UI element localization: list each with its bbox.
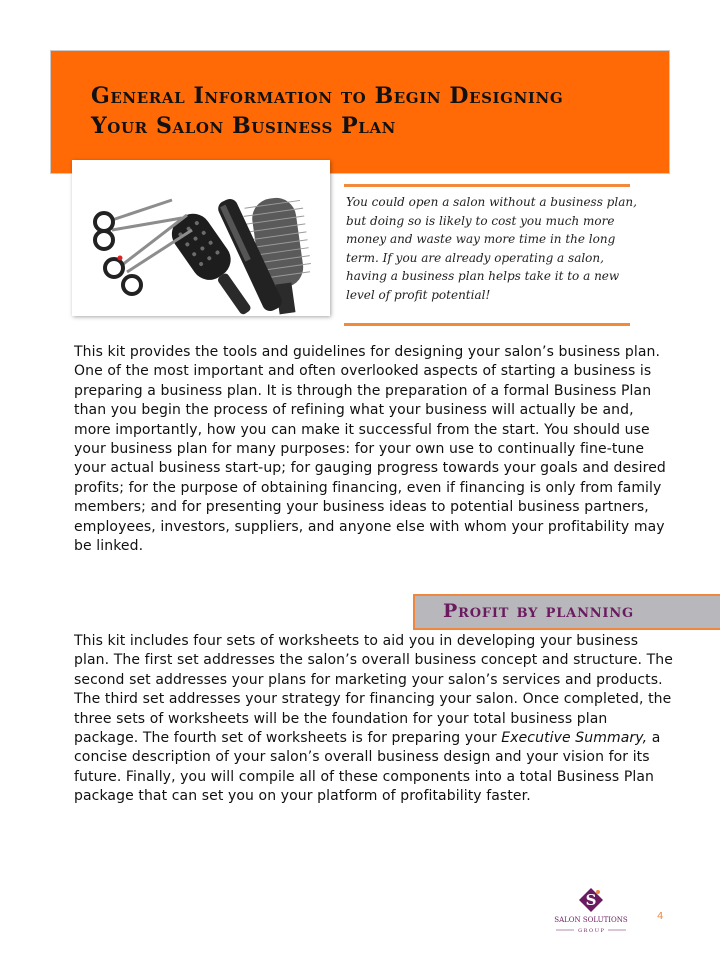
paragraph-worksheets-part-2: a concise description of your salon’s overall business design and your vision for its future. Finally, you will compile all of these components into a total Business Plan package that can set you on your platform of profitability faster. bbox=[74, 730, 661, 805]
paragraph-worksheets-part-1: This kit includes four sets of worksheets to aid you in developing your business plan. The first set addresses the salon’s overall business concept and structure. The second set addresses your plans for marketing your salon’s services and products. The third set addresses your strategy for financing your salon. Once completed, the three sets of worksheets will be the foundation for your total business plan package. The fourth set of worksheets is for preparing your bbox=[74, 633, 673, 747]
executive-summary-term: Executive Summary, bbox=[501, 730, 648, 747]
logo-name: SALON SOLUTIONS bbox=[554, 916, 628, 924]
intro-quote: You could open a salon without a business plan, but doing so is likely to cost you much more money and waste way more time in the long term. If you are already operating a salon, having a business plan helps take it to a new level of profit potential! bbox=[346, 195, 637, 302]
salon-tools-photo bbox=[72, 160, 330, 316]
profit-callout-label: Profit by planning bbox=[443, 600, 634, 622]
svg-text:S: S bbox=[585, 891, 597, 909]
page-title bbox=[91, 81, 563, 141]
page-number: 4 bbox=[657, 911, 664, 922]
title-banner bbox=[50, 50, 670, 174]
salon-tools-icon bbox=[72, 160, 330, 316]
profit-callout bbox=[413, 594, 720, 630]
page-title-line-1: General Information to Begin Designing bbox=[91, 83, 564, 109]
paragraph-kit-overview: This kit provides the tools and guidelines for designing your salon’s business plan. One of the most important and often overlooked aspects of starting a business is preparing a business plan. It is through the preparation of a formal Business Plan than you begin the process of refining what your business will actually be and, more importantly, how you can make it successful from the start. You should use your business plan for many purposes: for your own use to continually fine-tune your actual business start-up; for gauging progress towards your goals and desired profits; for the purpose of obtaining financing, even if financing is only from family members; and for presenting your business ideas to potential business partners, employees, investors, suppliers, and anyone else with whom your profitability may be linked. bbox=[74, 344, 666, 555]
page-title-line-2: Your Salon Business Plan bbox=[91, 113, 396, 139]
salon-solutions-logo bbox=[548, 886, 634, 936]
quote-rule-bottom bbox=[344, 323, 630, 326]
logo-sub: G R O U P bbox=[578, 928, 604, 934]
quote-rule-top bbox=[344, 184, 630, 187]
paragraph-worksheets bbox=[74, 632, 674, 807]
